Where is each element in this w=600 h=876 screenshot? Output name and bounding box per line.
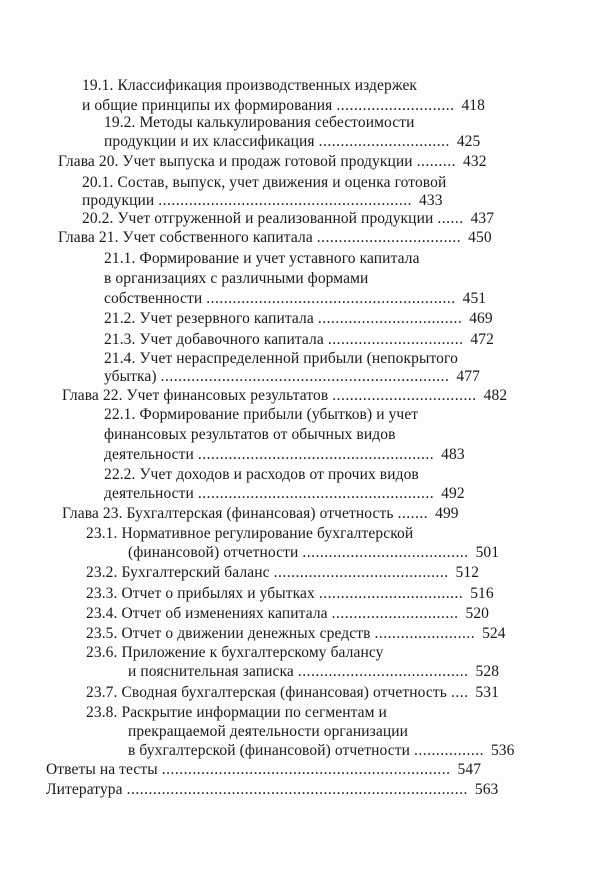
toc-line	[82, 191, 443, 211]
toc-line-text: 19.1. Классификация производственных издержек	[82, 77, 418, 94]
toc-line-text: 19.2. Методы калькулирования себестоимости	[104, 114, 415, 131]
toc-page-number: 520	[465, 605, 490, 622]
toc-leader-dots: ......................................................	[197, 446, 435, 463]
toc-line	[82, 209, 494, 229]
toc-leader-dots: ..................................................................	[161, 761, 451, 778]
toc-line	[128, 543, 499, 563]
toc-line-text: в организациях с различными формами	[104, 270, 369, 287]
toc-line	[86, 624, 506, 644]
toc-line-text: и общие принципы их формирования	[82, 97, 333, 114]
toc-line-text: 22.2. Учет доходов и расходов от прочих видов	[104, 466, 419, 483]
toc-line	[82, 76, 417, 96]
toc-leader-dots: ..........................................................	[158, 192, 413, 209]
toc-line	[58, 152, 487, 172]
toc-line-text: 21.4. Учет нераспределенной прибыли (непокрытого	[104, 350, 458, 367]
toc-line	[104, 132, 480, 152]
toc-line	[104, 289, 486, 309]
toc-leader-dots: .................................	[332, 387, 477, 404]
toc-line-text: и пояснительная записка	[128, 663, 294, 680]
toc-line-text: 21.3. Учет добавочного капитала	[104, 331, 324, 348]
toc-line-text: 20.2. Учет отгруженной и реализованной продукции	[82, 210, 434, 227]
toc-line	[62, 504, 459, 524]
toc-line-text: 23.8. Раскрытие информации по сегментам и	[86, 704, 387, 721]
toc-line-text: убытка)	[104, 368, 157, 385]
toc-line	[104, 425, 396, 445]
toc-leader-dots: .........................................................	[206, 290, 456, 307]
toc-page-number: 492	[441, 485, 465, 502]
toc-line	[86, 703, 387, 723]
toc-leader-dots: ......	[437, 210, 464, 227]
toc-line	[104, 249, 420, 269]
toc-leader-dots: .......	[397, 505, 429, 522]
toc-line	[86, 563, 479, 583]
toc-line-text: деятельности	[104, 446, 194, 463]
toc-leader-dots: .............................	[331, 605, 459, 622]
toc-page-number: 451	[462, 290, 487, 307]
toc-line	[104, 309, 493, 329]
toc-line-text: 20.1. Состав, выпуск, учет движения и оценка готовой	[82, 174, 447, 191]
toc-line-text: Глава 23. Бухгалтерская (финансовая) отчетность	[62, 505, 394, 522]
toc-line-text: финансовых результатов от обычных видов	[104, 426, 396, 443]
toc-leader-dots: ....	[450, 684, 469, 701]
toc-line-text: 23.3. Отчет о прибылях и убытках	[86, 585, 315, 602]
toc-line	[62, 386, 507, 406]
toc-leader-dots: ......................................................	[197, 485, 435, 502]
toc-line-text: собственности	[104, 290, 203, 307]
toc-page-number: 547	[457, 761, 482, 778]
toc-page-number: 437	[470, 210, 495, 227]
toc-line	[104, 113, 414, 133]
toc-page-number: 512	[455, 564, 480, 581]
toc-leader-dots: ..............................	[318, 133, 450, 150]
toc-line	[46, 780, 498, 800]
toc-line-text: 23.2. Бухгалтерский баланс	[86, 564, 270, 581]
toc-line-text: Глава 21. Учет собственного капитала	[58, 229, 313, 246]
toc-line-text: 21.1. Формирование и учет уставного капитала	[104, 250, 420, 267]
toc-line-text: Литература	[46, 781, 123, 798]
toc-line	[104, 367, 480, 387]
toc-line-text: Ответы на тесты	[46, 761, 158, 778]
toc-line	[104, 330, 494, 350]
toc-line-text: 23.7. Сводная бухгалтерская (финансовая) отчетность	[86, 684, 447, 701]
toc-line-text: продукции	[82, 192, 155, 209]
toc-leader-dots: .......................	[374, 625, 476, 642]
toc-leader-dots: ..............................................................................	[126, 781, 468, 798]
toc-leader-dots: ..................................................................	[160, 368, 450, 385]
toc-page-number: 418	[461, 97, 486, 114]
toc-line-text: 22.1. Формирование прибыли (убытков) и учет	[104, 406, 419, 423]
toc-line-text: прекращаемой деятельности организации	[128, 723, 409, 740]
toc-leader-dots: .................................	[316, 229, 462, 246]
toc-line	[128, 722, 408, 742]
toc-page-number: 563	[474, 781, 499, 798]
toc-line-text: продукции и их классификация	[104, 133, 315, 150]
toc-line	[104, 465, 419, 485]
toc-line	[104, 269, 368, 289]
toc-leader-dots: ...............................	[327, 331, 464, 348]
toc-page-number: 477	[456, 368, 480, 385]
toc-line	[128, 662, 499, 682]
toc-leader-dots: .................................	[318, 585, 464, 602]
toc-page-number: 425	[456, 133, 481, 150]
toc-line-text: Глава 20. Учет выпуска и продаж готовой продукции	[58, 153, 413, 170]
toc-leader-dots: ...........................	[336, 97, 455, 114]
toc-leader-dots: ................	[413, 742, 484, 759]
toc-line-text: 23.4. Отчет об изменениях капитала	[86, 605, 328, 622]
toc-line	[86, 643, 384, 663]
toc-page-number: 524	[482, 625, 506, 642]
toc-line-text: деятельности	[104, 485, 194, 502]
toc-page-number: 531	[475, 684, 499, 701]
toc-line	[104, 445, 465, 465]
toc-page-number: 501	[475, 544, 500, 561]
toc-page-number: 469	[469, 310, 493, 327]
toc-line-text: (финансовой) отчетности	[128, 544, 299, 561]
toc-page-number: 433	[419, 192, 443, 209]
toc-line	[86, 604, 489, 624]
toc-page-number: 516	[470, 585, 494, 602]
toc-line	[104, 484, 465, 504]
toc-line-text: 23.5. Отчет о движении денежных средств	[86, 625, 371, 642]
toc-line-text: в бухгалтерской (финансовой) отчетности	[128, 742, 410, 759]
toc-line	[104, 405, 418, 425]
toc-line	[86, 683, 499, 703]
toc-line	[86, 584, 494, 604]
toc-page-number: 483	[441, 446, 465, 463]
toc-leader-dots: .........	[416, 153, 457, 170]
toc-line-text: 23.6. Приложение к бухгалтерскому балансу	[86, 644, 384, 661]
toc-line-text: 23.1. Нормативное регулирование бухгалтерской	[86, 525, 414, 542]
toc-line	[104, 349, 458, 369]
toc-leader-dots: ......................................	[302, 544, 469, 561]
toc-leader-dots: ........................................	[273, 564, 449, 581]
toc-page-number: 528	[475, 663, 500, 680]
toc-line	[58, 228, 492, 248]
toc-page-number: 450	[468, 229, 492, 246]
toc-page-number: 482	[483, 387, 508, 404]
toc-line	[82, 173, 446, 193]
toc-line	[128, 741, 515, 761]
toc-page-number: 472	[470, 331, 494, 348]
toc-leader-dots: .......................................	[297, 663, 469, 680]
toc-leader-dots: .................................	[317, 310, 463, 327]
toc-line-text: Глава 22. Учет финансовых результатов	[62, 387, 329, 404]
toc-page-number: 536	[490, 742, 515, 759]
toc-line-text: 21.2. Учет резервного капитала	[104, 310, 314, 327]
toc-line	[46, 760, 481, 780]
toc-page-number: 432	[463, 153, 487, 170]
toc-line	[86, 524, 413, 544]
toc-page-number: 499	[435, 505, 459, 522]
